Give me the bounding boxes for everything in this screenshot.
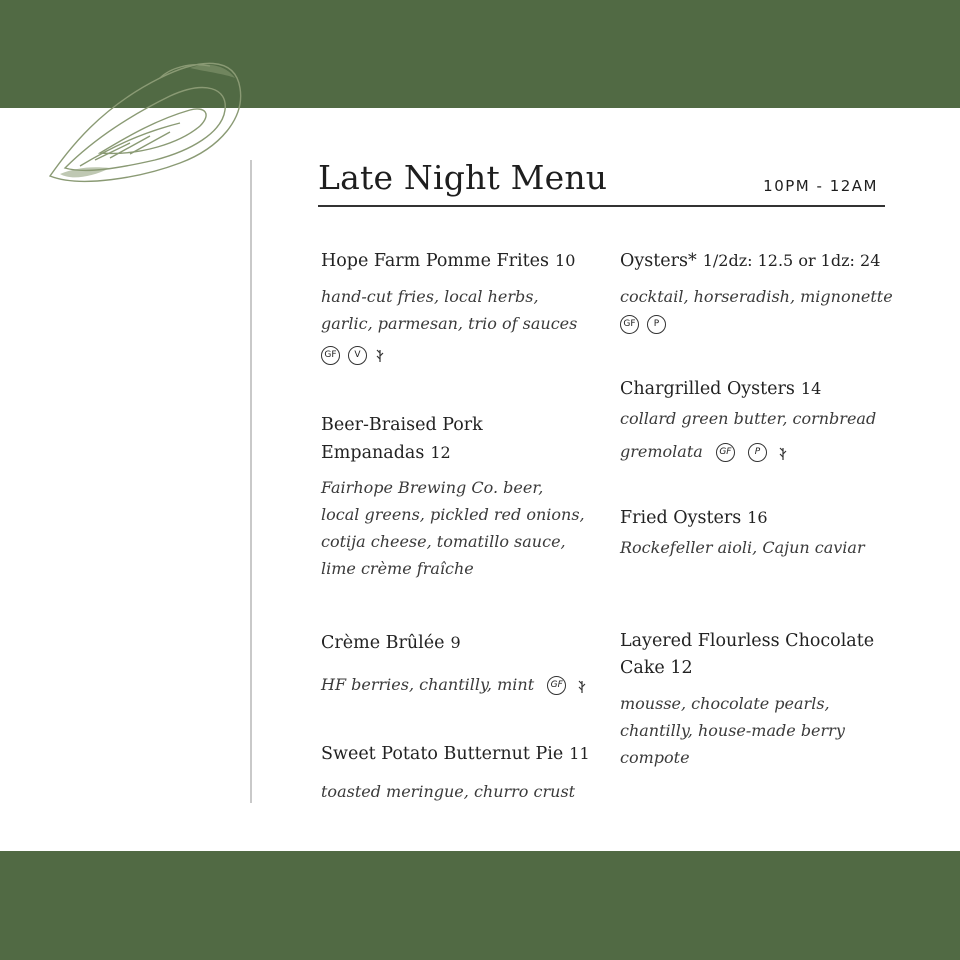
menu-title: Late Night Menu [318, 158, 608, 197]
item-desc-line: cocktail, horseradish, mignonette [620, 287, 893, 306]
menu-item-creme-brulee [321, 629, 591, 698]
title-underline [318, 205, 885, 207]
menu-item-sweet-potato-pie [321, 740, 591, 805]
item-name: Chargrilled Oysters [620, 379, 795, 399]
item-price: 10 [555, 251, 576, 270]
item-desc-line: Rockefeller aioli, Cajun caviar [620, 538, 865, 557]
gluten-free-badge: GF [620, 315, 639, 334]
item-price: 16 [747, 508, 768, 527]
menu-item-empanadas [321, 412, 591, 582]
item-name: Crème Brûlée [321, 633, 445, 653]
local-leaf-icon [375, 347, 385, 363]
dietary-badges [620, 310, 900, 338]
item-desc-line: cotija cheese, tomatillo sauce, [321, 532, 566, 551]
item-name: Layered Flourless Chocolate [620, 631, 875, 651]
item-price: 1/2dz: 12.5 or 1dz: 24 [702, 251, 881, 270]
item-desc-line: Fairhope Brewing Co. beer, [321, 478, 544, 497]
menu-hours: 10PM - 12AM [763, 177, 878, 195]
item-price: 11 [569, 744, 590, 763]
item-name: Sweet Potato Butternut Pie [321, 744, 564, 764]
item-desc-line: toasted meringue, churro crust [321, 782, 576, 801]
item-name: Fried Oysters [620, 508, 742, 528]
item-name: Empanadas [321, 443, 425, 463]
item-desc-line: collard green butter, cornbread [620, 409, 877, 428]
item-desc-line: mousse, chocolate pearls, [620, 694, 830, 713]
dietary-badges [321, 341, 591, 369]
menu-item-fried-oysters [620, 504, 900, 561]
item-desc-line: gremolata [620, 442, 703, 461]
vegetarian-badge: V [348, 346, 367, 365]
item-desc-line: local greens, pickled red onions, [321, 505, 585, 524]
local-leaf-icon [778, 445, 788, 461]
pescatarian-badge: P [647, 315, 666, 334]
gluten-free-badge: GF [547, 676, 566, 695]
gluten-free-badge: GF [716, 443, 735, 462]
item-name: Oysters* [620, 251, 697, 271]
item-desc-line: hand-cut fries, local herbs, [321, 287, 539, 306]
item-price: 12 [430, 443, 451, 462]
bottom-band [0, 851, 960, 960]
pescatarian-badge: P [748, 443, 767, 462]
item-name: Cake 12 [620, 658, 693, 678]
item-desc-line: chantilly, house-made berry [620, 721, 845, 740]
menu-item-chocolate-cake [620, 628, 900, 771]
item-desc-line: garlic, parmesan, trio of sauces [321, 314, 578, 333]
menu-item-oysters [620, 247, 900, 338]
item-desc-line: lime crème fraîche [321, 559, 474, 578]
item-price: 9 [450, 633, 461, 652]
item-desc-line: compote [620, 748, 690, 767]
local-leaf-icon [577, 678, 587, 694]
vertical-divider [250, 160, 252, 803]
item-name: Hope Farm Pomme Frites [321, 251, 550, 271]
item-name: Beer-Braised Pork [321, 415, 483, 435]
item-price: 14 [800, 379, 822, 398]
menu-item-chargrilled-oysters [620, 375, 900, 465]
oyster-illustration [40, 48, 250, 188]
menu-item-pomme-frites [321, 247, 591, 369]
item-desc-line: HF berries, chantilly, mint [321, 675, 535, 694]
gluten-free-badge: GF [321, 346, 340, 365]
